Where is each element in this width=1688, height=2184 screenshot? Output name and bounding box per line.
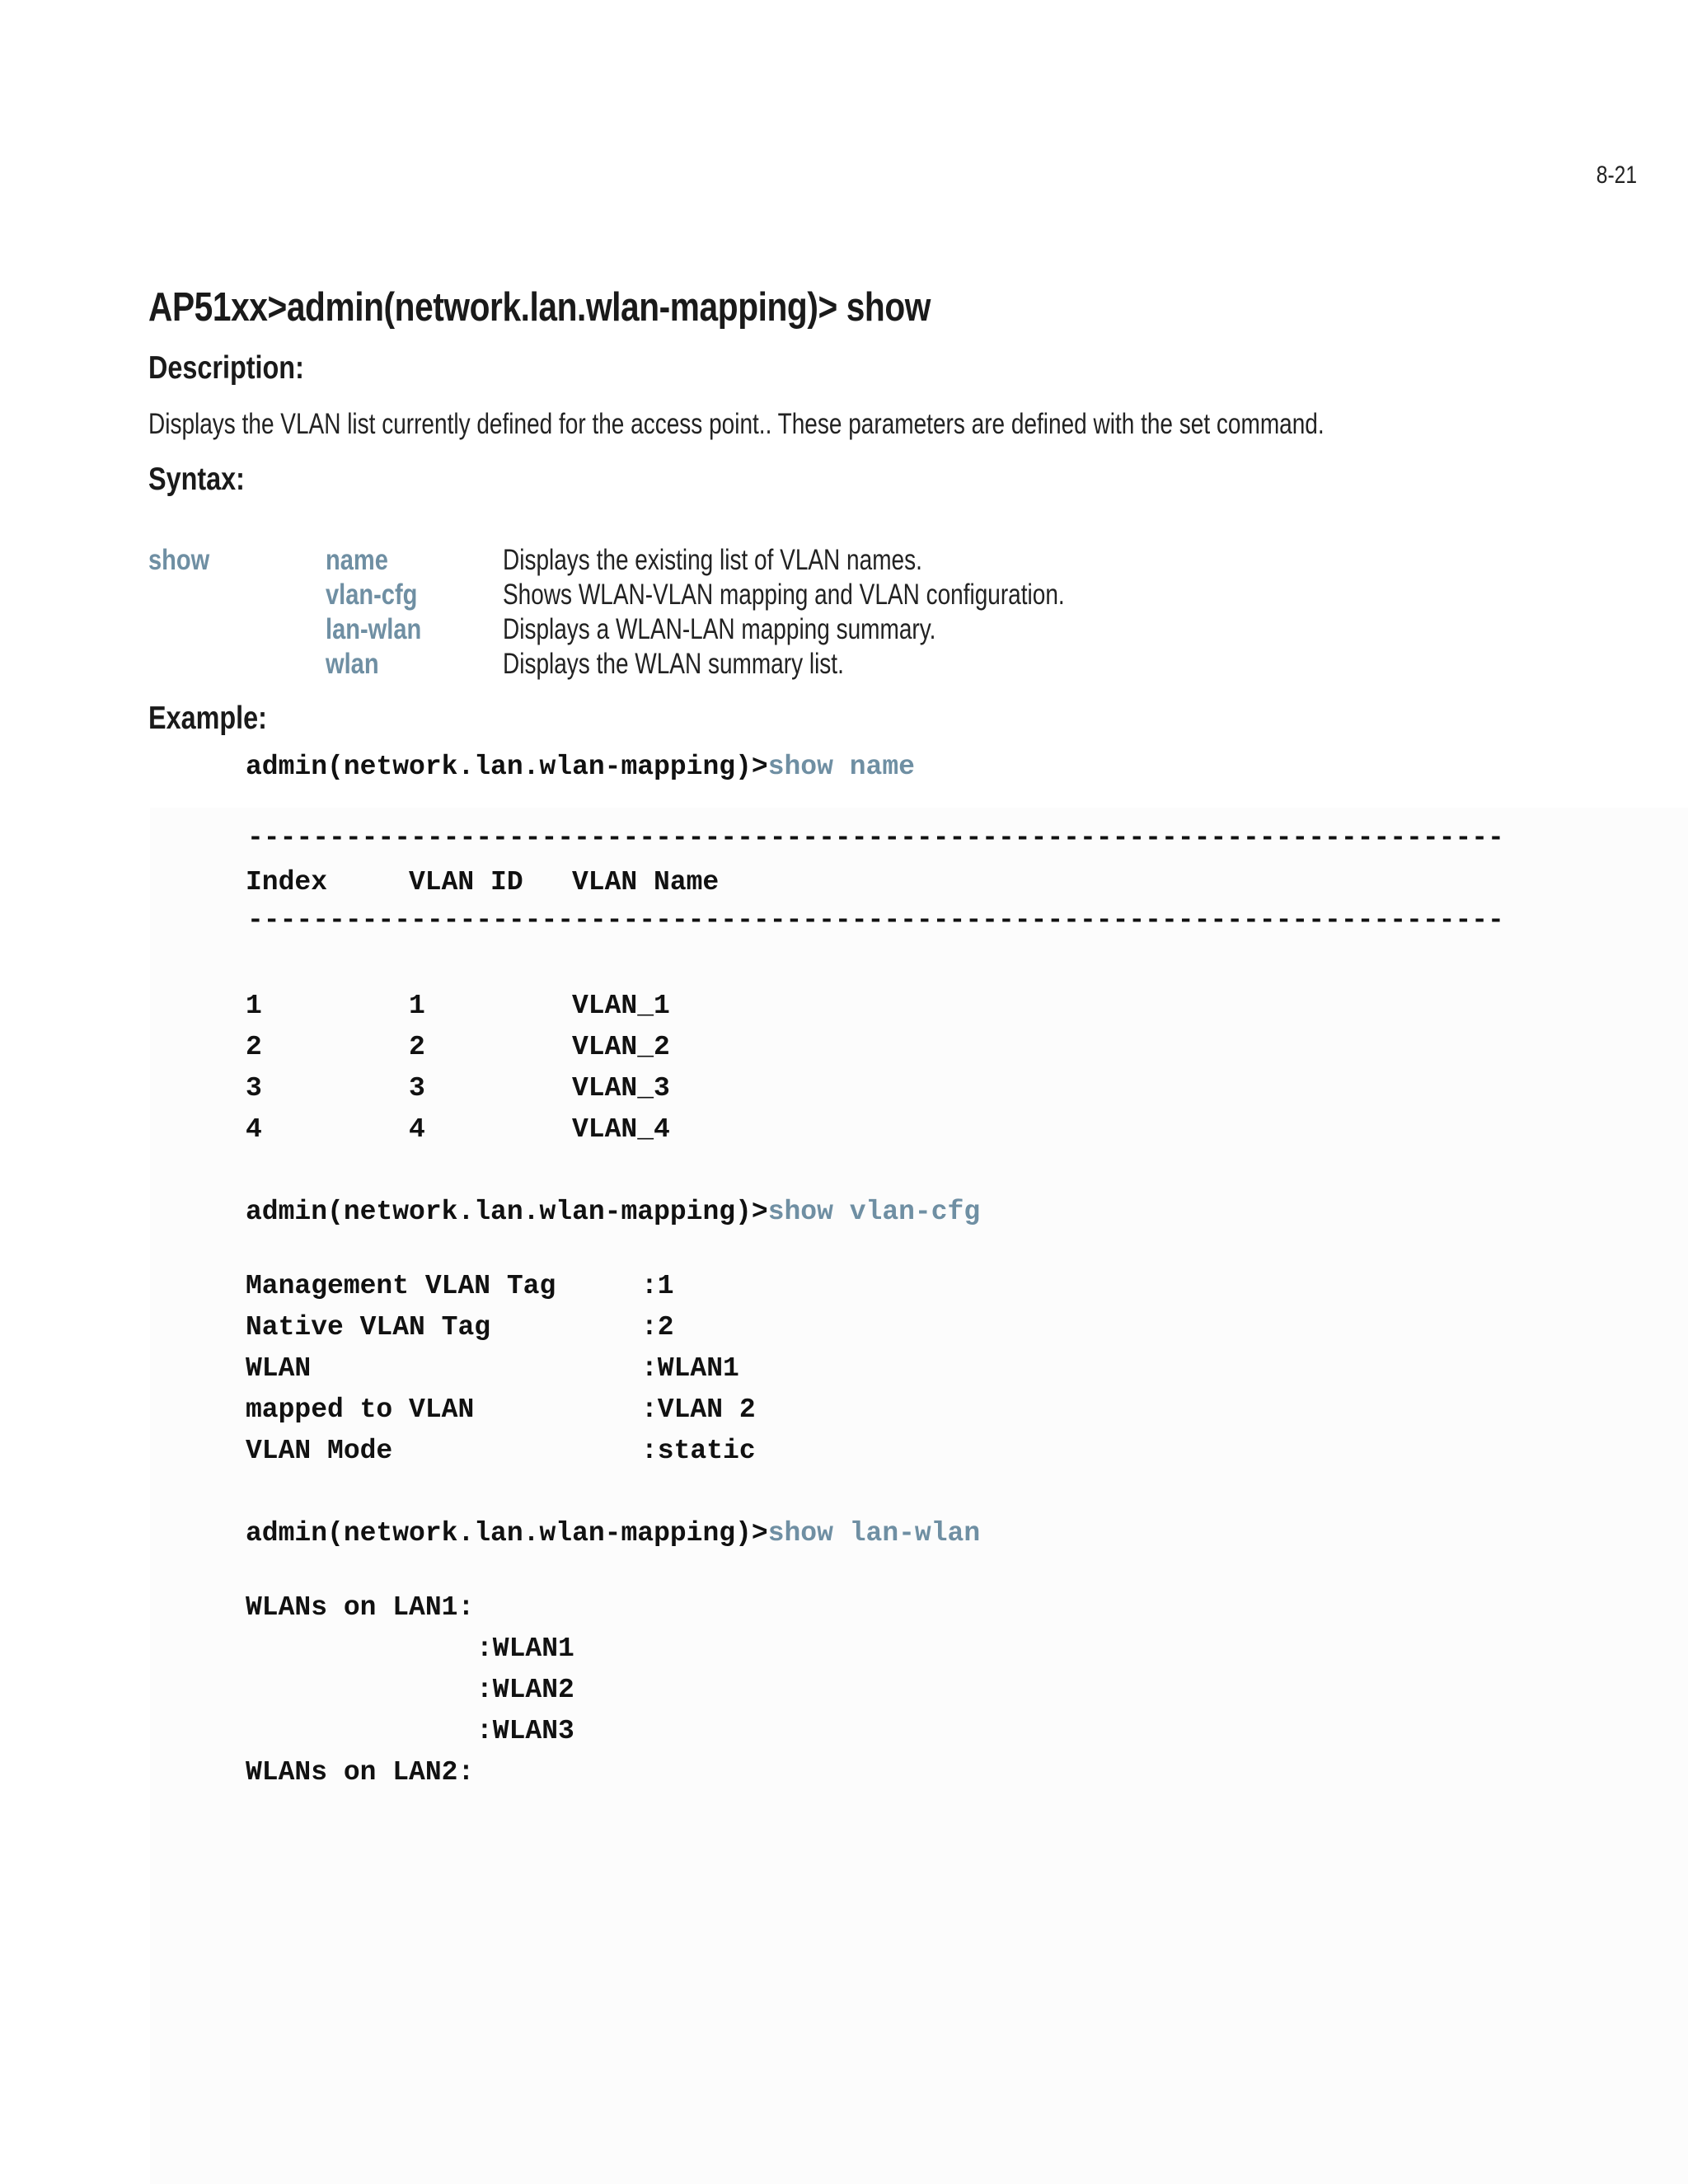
- table-cell-index: 4: [246, 1114, 262, 1145]
- table-cell-vlan-name: VLAN_3: [572, 1073, 670, 1104]
- table-cell-vlan-id: 3: [409, 1073, 425, 1104]
- syntax-command: show: [148, 544, 210, 576]
- table-cell-index: 3: [246, 1073, 262, 1104]
- example-command-line-3: [246, 1518, 980, 1549]
- table-divider-bottom: -----------------------------------------------------------------------------: [247, 905, 1504, 935]
- lan1-wlan-item: :WLAN2: [476, 1675, 574, 1705]
- table-cell-index: 2: [246, 1032, 262, 1062]
- description-text: Displays the VLAN list currently defined for the access point.. These parameters are defined with the set command.: [148, 408, 1325, 440]
- example-heading: Example:: [148, 701, 267, 736]
- vlan-cfg-key: Management VLAN Tag: [246, 1271, 556, 1301]
- page-background-shade: [150, 808, 1688, 2184]
- vlan-cfg-key: WLAN: [246, 1353, 312, 1384]
- table-divider-top: -----------------------------------------------------------------------------: [247, 823, 1504, 853]
- table-cell-vlan-name: VLAN_1: [572, 991, 670, 1021]
- prompt: admin(network.lan.wlan-mapping)>: [246, 752, 768, 782]
- example-command-line-2: [246, 1197, 980, 1227]
- syntax-desc: Displays a WLAN-LAN mapping summary.: [503, 613, 936, 645]
- syntax-param: name: [326, 544, 388, 576]
- lan1-wlan-item: :WLAN3: [476, 1716, 574, 1746]
- vlan-cfg-key: mapped to VLAN: [246, 1394, 475, 1425]
- table-header-index: Index: [246, 867, 328, 898]
- description-heading: Description:: [148, 350, 304, 386]
- prompt: admin(network.lan.wlan-mapping)>: [246, 1197, 768, 1227]
- vlan-cfg-value: :2: [641, 1312, 674, 1343]
- vlan-cfg-value: :static: [641, 1436, 756, 1466]
- vlan-cfg-value: :1: [641, 1271, 674, 1301]
- syntax-desc: Displays the existing list of VLAN names.: [503, 544, 922, 576]
- vlan-cfg-key: Native VLAN Tag: [246, 1312, 491, 1343]
- table-cell-vlan-id: 1: [409, 991, 425, 1021]
- table-cell-vlan-id: 4: [409, 1114, 425, 1145]
- syntax-param: vlan-cfg: [326, 579, 418, 611]
- syntax-param: lan-wlan: [326, 613, 422, 645]
- table-header-vlan-id: VLAN ID: [409, 867, 523, 898]
- table-cell-index: 1: [246, 991, 262, 1021]
- lan1-wlan-item: :WLAN1: [476, 1633, 574, 1664]
- vlan-cfg-key: VLAN Mode: [246, 1436, 393, 1466]
- command: show vlan-cfg: [767, 1197, 981, 1227]
- page-number: 8-21: [1596, 162, 1637, 189]
- command: show lan-wlan: [767, 1518, 981, 1549]
- syntax-desc: Shows WLAN-VLAN mapping and VLAN configuration.: [503, 579, 1065, 611]
- lan1-label: WLANs on LAN1:: [246, 1592, 475, 1623]
- table-cell-vlan-name: VLAN_2: [572, 1032, 670, 1062]
- syntax-heading: Syntax:: [148, 462, 245, 497]
- vlan-cfg-value: :WLAN1: [641, 1353, 739, 1384]
- prompt: admin(network.lan.wlan-mapping)>: [246, 1518, 768, 1549]
- table-cell-vlan-name: VLAN_4: [572, 1114, 670, 1145]
- vlan-cfg-value: :VLAN 2: [641, 1394, 756, 1425]
- page-title: AP51xx>admin(network.lan.wlan-mapping)> show: [148, 285, 931, 330]
- table-header-vlan-name: VLAN Name: [572, 867, 720, 898]
- command: show name: [767, 752, 915, 782]
- syntax-param: wlan: [326, 648, 379, 680]
- example-command-line-1: [246, 752, 915, 782]
- table-cell-vlan-id: 2: [409, 1032, 425, 1062]
- lan2-label: WLANs on LAN2:: [246, 1757, 475, 1788]
- syntax-desc: Displays the WLAN summary list.: [503, 648, 844, 680]
